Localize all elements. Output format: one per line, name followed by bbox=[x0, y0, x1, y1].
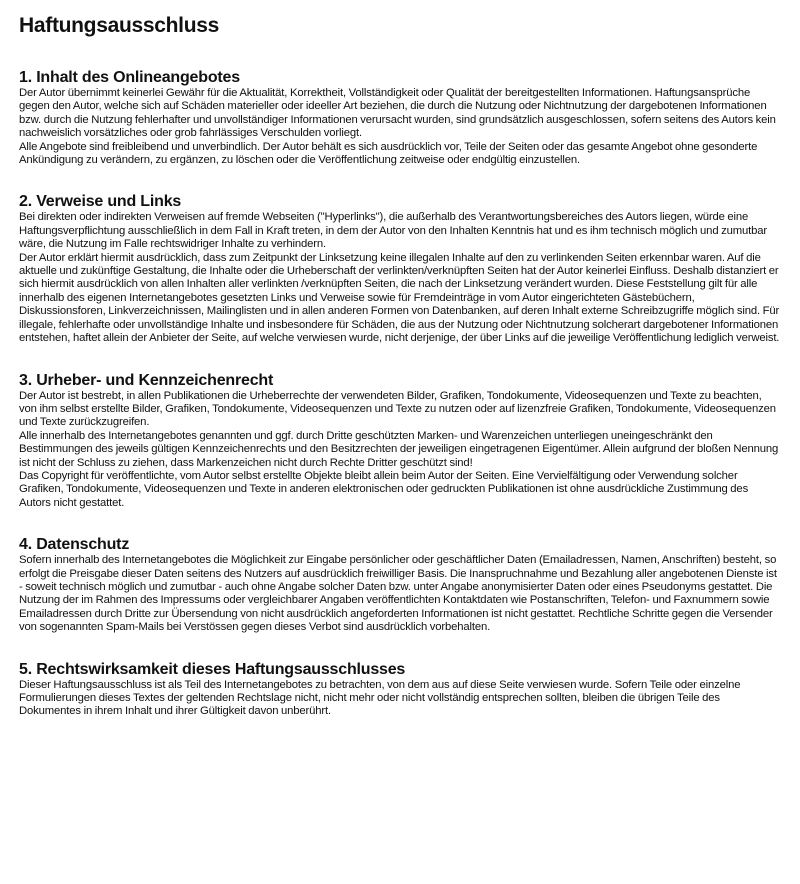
section-heading: 2. Verweise und Links bbox=[19, 193, 182, 211]
paragraph: Bei direkten oder indirekten Verweisen auf fremde Webseiten ("Hyperlinks"), die außerhalb des Verantwortungsbereiches des Autors liegen, würde eine Haftungsverpflichtung ausschließlich in dem Fall in Kraft treten, in dem der Autor von den Inhalten Kenntnis hat und es ihm technisch möglich und zumutbar wäre, die Nutzung im Falle rechtswidriger Inhalte zu verhindern. bbox=[19, 211, 768, 251]
paragraph: Das Copyright für veröffentlichte, vom Autor selbst erstellte Objekte bleibt allein beim Autor der Seiten. Eine Vervielfältigung oder Verwendung solcher Grafiken, Tondokumente, Videosequenzen und Texte in anderen elektronischen oder gedruckten Publikationen ist ohne ausdrückliche Zustimmung des Autors nicht gestattet. bbox=[19, 469, 749, 509]
paragraph: Der Autor erklärt hiermit ausdrücklich, dass zum Zeitpunkt der Linksetzung keine illegalen Inhalte auf den zu verlinkenden Seiten erkennbar waren. Auf die aktuelle und zukünftige Gestaltung, die Inhalte oder die Urheberschaft der verlinkten/verknüpften Seiten hat der Autor keinerlei Einfluss. Deshalb distanziert er sich hiermit ausdrücklich von allen Inhalten aller verlinkten /verknüpften Seiten, die nach der Linksetzung verändert wurden. Diese Feststellung gilt für alle innerhalb des eigenen Internetangebotes gesetzten Links und Verweise sowie für Fremdeinträge in vom Autor eingerichteten Gästebüchern, Diskussionsforen, Linkverzeichnissen, Mailinglisten und in allen anderen Formen von Datenbanken, auf deren Inhalt externe Schreibzugriffe möglich sind. Für illegale, fehlerhafte oder unvollständige Inhalte und insbesondere für Schäden, die aus der Nutzung oder Nichtnutzung solcherart dargebotener Informationen entstehen, haftet allein der Anbieter der Seite, auf welche verwiesen wurde, nicht derjenige, der über Links auf die jeweilige Veröffentlichung lediglich verweist. bbox=[19, 251, 780, 345]
section-content bbox=[19, 69, 781, 167]
section-links bbox=[19, 193, 781, 345]
paragraph: Dieser Haftungsausschluss ist als Teil des Internetangebotes zu betrachten, von dem aus auf diese Seite verwiesen wurde. Sofern Teile oder einzelne Formulierungen dieses Textes der geltenden Rechtslage nicht, nicht mehr oder nicht vollständig entsprechen sollten, bleiben die übrigen Teile des Dokumentes in ihrem Inhalt und ihrer Gültigkeit davon unberührt. bbox=[19, 678, 741, 718]
page-title: Haftungsausschluss bbox=[19, 14, 219, 37]
paragraph: Der Autor übernimmt keinerlei Gewähr für die Aktualität, Korrektheit, Vollständigkeit oder Qualität der bereitgestellten Informationen. Haftungsansprüche gegen den Autor, welche sich auf Schäden materieller oder ideeller Art beziehen, die durch die Nutzung oder Nichtnutzung der dargebotenen Informationen bzw. durch die Nutzung fehlerhafter und unvollständiger Informationen verursacht wurden, sind grundsätzlich ausgeschlossen, sofern seitens des Autors kein nachweislich vorsätzliches oder grob fahrlässiges Verschulden vorliegt. bbox=[19, 87, 776, 140]
paragraph: Der Autor ist bestrebt, in allen Publikationen die Urheberrechte der verwendeten Bilder, Grafiken, Tondokumente, Videosequenzen und Texte zu beachten, von ihm selbst erstellte Bilder, Grafiken, Tondokumente, Videosequenzen und Texte zu nutzen oder auf lizenzfreie Grafiken, Tondokumente, Videosequenzen und Texte zurückzugreifen. bbox=[19, 389, 776, 429]
section-heading: 3. Urheber- und Kennzeichenrecht bbox=[19, 371, 274, 389]
section-heading: 1. Inhalt des Onlineangebotes bbox=[19, 69, 240, 86]
section-validity bbox=[19, 661, 781, 719]
section-heading: 4. Datenschutz bbox=[19, 536, 130, 554]
paragraph: Alle innerhalb des Internetangebotes genannten und ggf. durch Dritte geschützten Marken- und Warenzeichen unterliegen uneingeschränkt den Bestimmungen des jeweils gültigen Kennzeichenrechts und den Besitzrechten der jeweiligen eingetragenen Eigentümer. Allein aufgrund der bloßen Nennung ist nicht der Schluss zu ziehen, dass Markenzeichen nicht durch Rechte Dritter geschützt sind! bbox=[19, 429, 779, 469]
section-heading: 5. Rechtswirksamkeit dieses Haftungsausschlusses bbox=[19, 660, 406, 678]
section-copyright bbox=[19, 372, 781, 511]
paragraph: Sofern innerhalb des Internetangebotes die Möglichkeit zur Eingabe persönlicher oder geschäftlicher Daten (Emailadressen, Namen, Anschriften) besteht, so erfolgt die Preisgabe dieser Daten seitens des Nutzers auf ausdrücklich freiwilliger Basis. Die Inanspruchnahme und Bezahlung aller angebotenen Dienste ist - soweit technisch möglich und zumutbar - auch ohne Angabe solcher Daten bzw. unter Angabe anonymisierter Daten oder eines Pseudonyms gestattet. Die Nutzung der im Rahmen des Impressums oder vergleichbarer Angaben veröffentlichten Kontaktdaten wie Postanschriften, Telefon- und Faxnummern sowie Emailadressen durch Dritte zur Übersendung von nicht ausdrücklich angeforderten Informationen ist nicht gestattet. Rechtliche Schritte gegen die Versender von sogenannten Spam-Mails bei Verstössen gegen dieses Verbot sind ausdrücklich vorbehalten. bbox=[19, 554, 777, 634]
section-privacy bbox=[19, 536, 781, 634]
disclaimer-document bbox=[19, 14, 781, 745]
paragraph: Alle Angebote sind freibleibend und unverbindlich. Der Autor behält es sich ausdrücklich vor, Teile der Seiten oder das gesamte Angebot ohne gesonderte Ankündigung zu verändern, zu ergänzen, zu löschen oder die Veröffentlichung zeitweise oder endgültig einzustellen. bbox=[19, 140, 758, 167]
